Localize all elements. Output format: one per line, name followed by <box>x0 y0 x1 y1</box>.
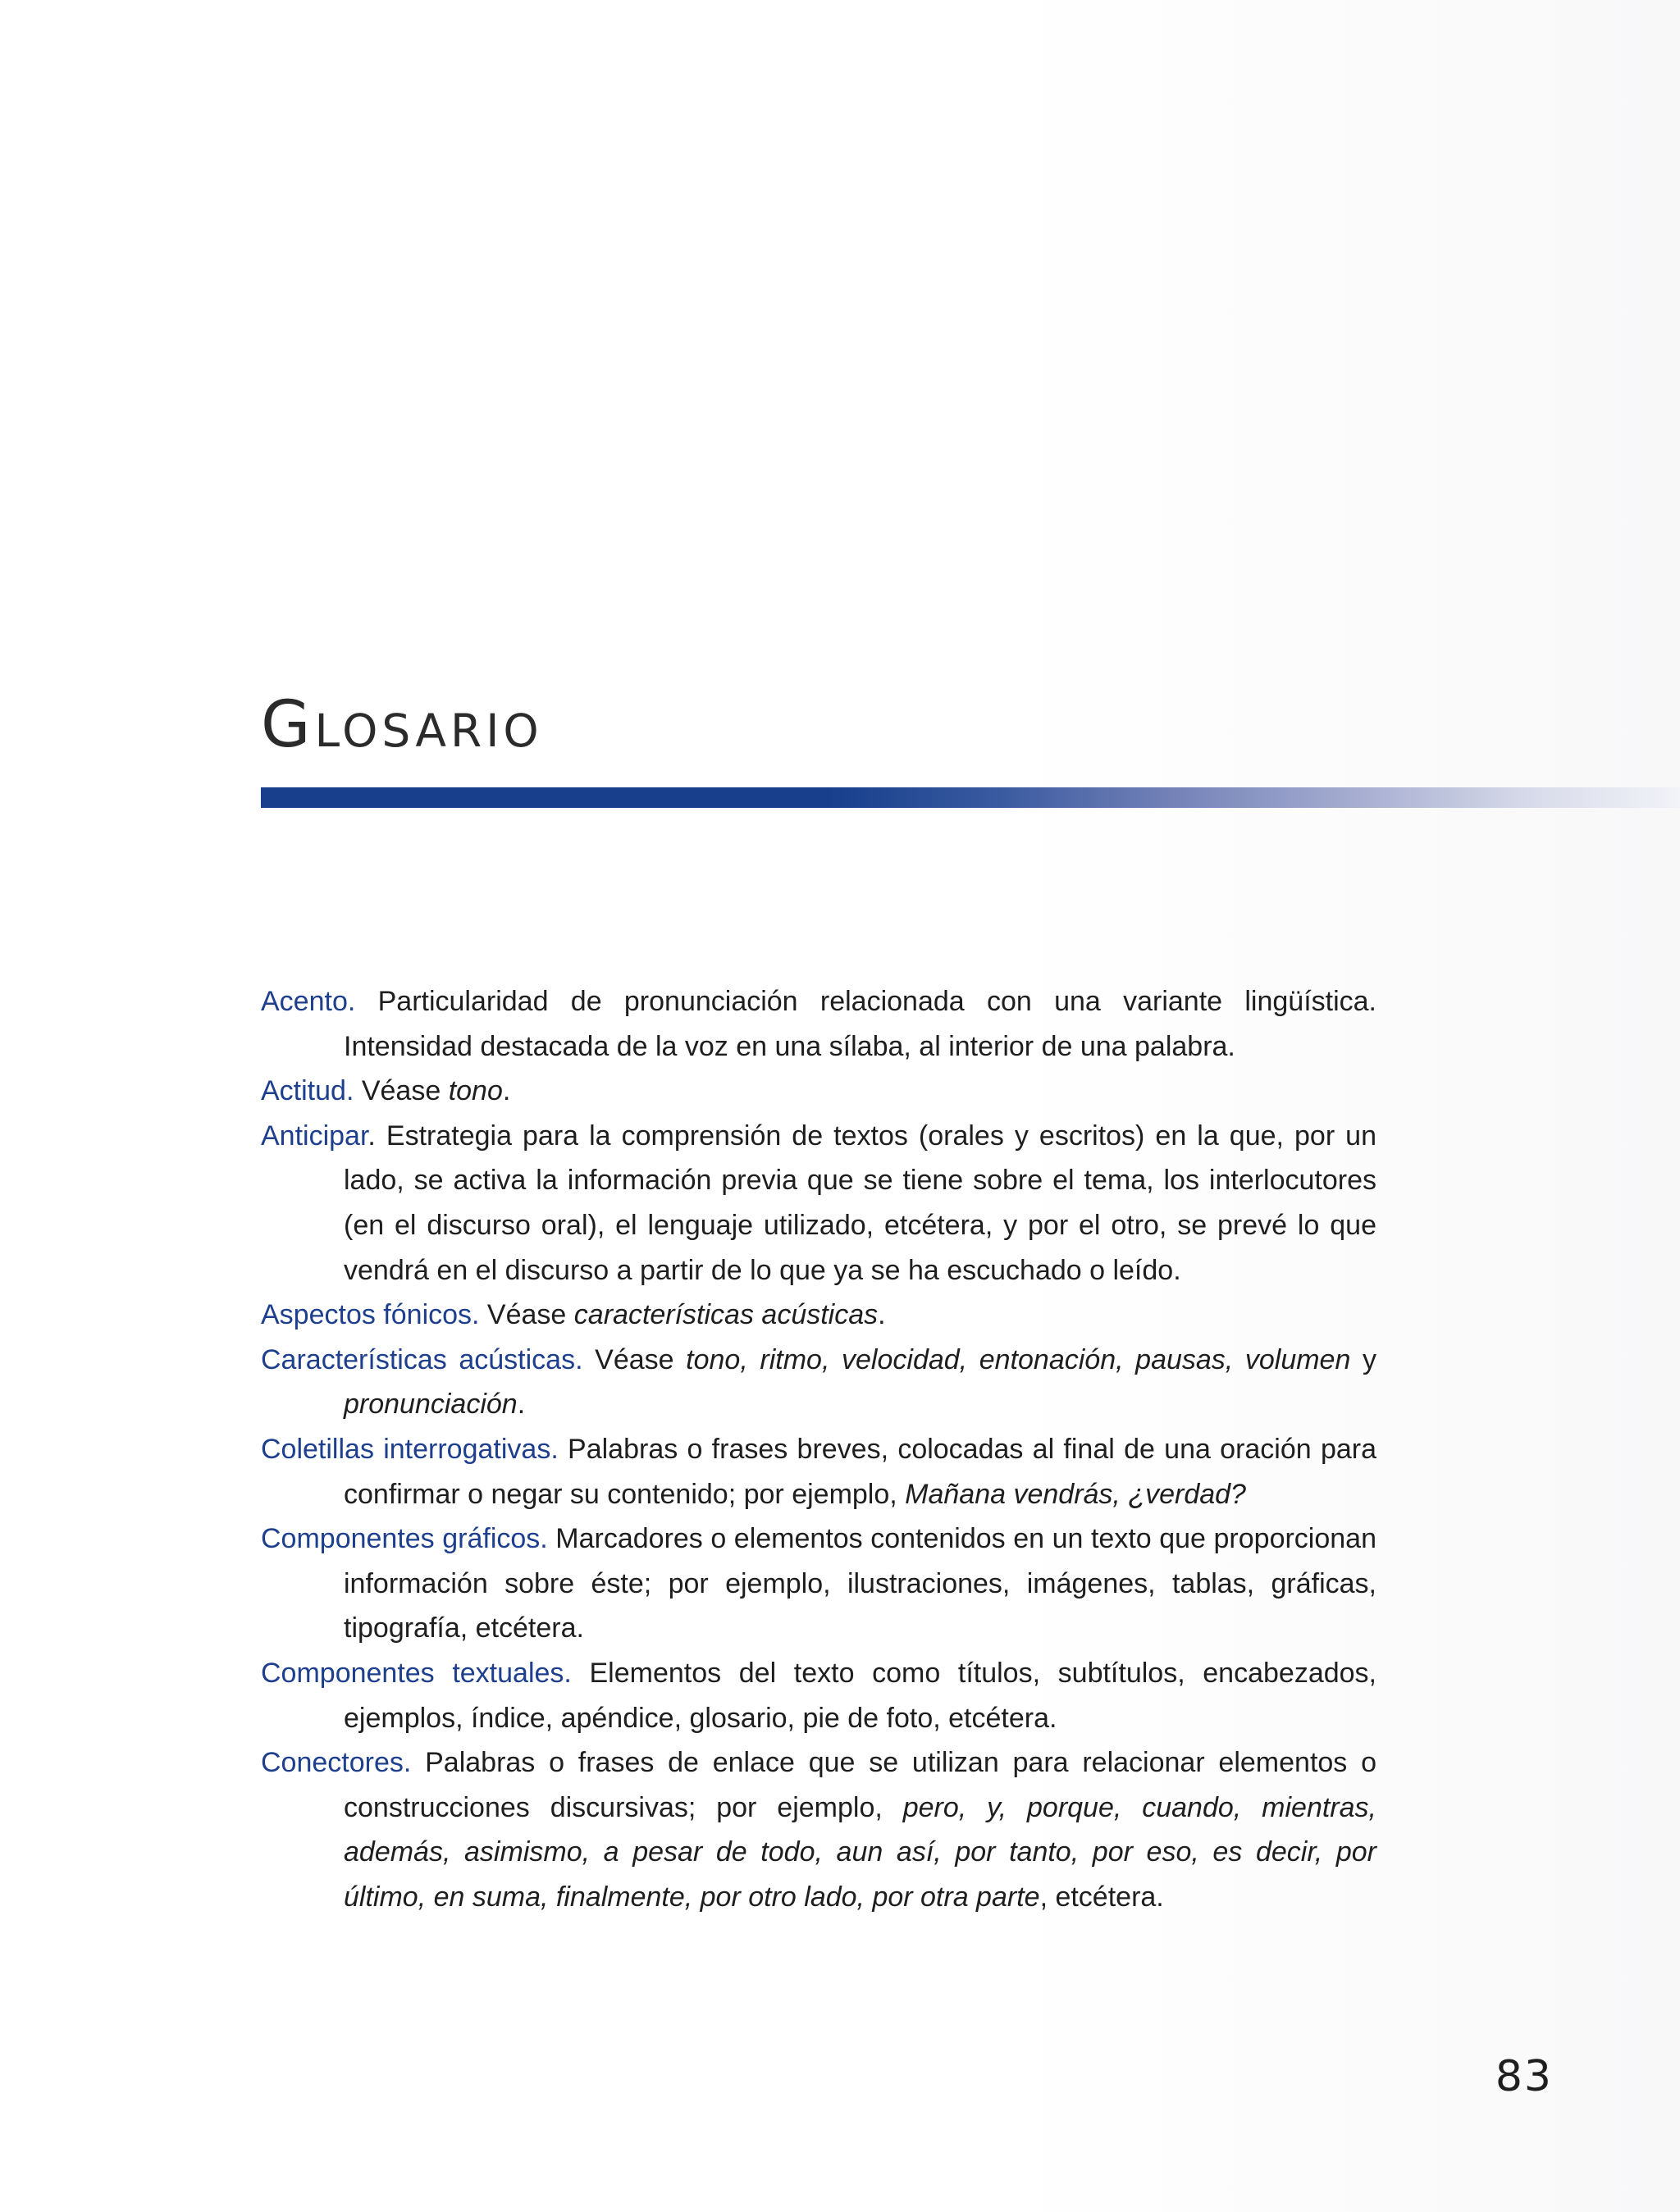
glossary-term: Características acústicas. <box>261 1343 583 1375</box>
glossary-entry <box>261 1069 1376 1114</box>
glossary-term: Conectores. <box>261 1747 412 1779</box>
glossary-entry <box>261 1293 1376 1338</box>
title-rule <box>261 787 1680 808</box>
glossary-term: Coletillas interrogativas. <box>261 1433 559 1465</box>
glossary-term: Acento. <box>261 986 356 1017</box>
glossary-definition: Particularidad de pronunciación relacionada con una variante lingüística. Intensidad destacada de la voz en una sílaba, al interior de una palabra. <box>344 986 1376 1062</box>
glossary-term: Anticipar <box>261 1120 368 1152</box>
glossary-term: Aspectos fónicos. <box>261 1299 480 1331</box>
glossary-definition: Véase tono, ritmo, velocidad, entonación, pausas, volumen y pronunciación. <box>344 1343 1376 1421</box>
glossary-definition: Véase tono. <box>354 1075 511 1107</box>
glossary-entry <box>261 979 1376 1069</box>
glossary-entry <box>261 1740 1376 1919</box>
glossary-definition: . Estrategia para la comprensión de textos (orales y escritos) en la que, por un lado, se activa la información previa que se tiene sobre el tema, los interlocutores (en el discurso oral), el lenguaje utilizado, etcétera, y por el otro, se prevé lo que vendrá en el discurso a partir de lo que ya se ha escuchado o leído. <box>344 1120 1376 1286</box>
glossary-term: Componentes textuales. <box>261 1657 572 1689</box>
glossary-definition: Marcadores o elementos contenidos en un texto que proporcionan información sobre éste; por ejemplo, ilustraciones, imágenes, tablas, gráficas, tipografía, etcétera. <box>344 1523 1376 1644</box>
page-title: Glosario <box>261 688 543 762</box>
glossary-definition: Elementos del texto como títulos, subtítulos, encabezados, ejemplos, índice, apéndice, glosario, pie de foto, etcétera. <box>344 1657 1376 1734</box>
page-number: 83 <box>1495 2052 1553 2101</box>
glossary-list <box>261 979 1376 1919</box>
glossary-entry <box>261 1114 1376 1293</box>
glossary-definition: Palabras o frases de enlace que se utilizan para relacionar elementos o construcciones discursivas; por ejemplo, pero, y, porque, cuando, mientras, además, asimismo, a pesar de todo, aun así, por tanto, por eso, es decir, por último, en suma, finalmente, por otro lado, por otra parte, etcétera. <box>344 1747 1376 1913</box>
glossary-definition: Palabras o frases breves, colocadas al final de una oración para confirmar o negar su contenido; por ejemplo, Mañana vendrás, ¿verdad? <box>344 1433 1376 1510</box>
glossary-entry <box>261 1338 1376 1427</box>
glossary-entry <box>261 1427 1376 1516</box>
glossary-entry <box>261 1651 1376 1740</box>
glossary-entry <box>261 1516 1376 1651</box>
glossary-term: Componentes gráficos. <box>261 1523 548 1555</box>
glossary-term: Actitud. <box>261 1075 354 1107</box>
glossary-definition: Véase características acústicas. <box>479 1299 886 1331</box>
